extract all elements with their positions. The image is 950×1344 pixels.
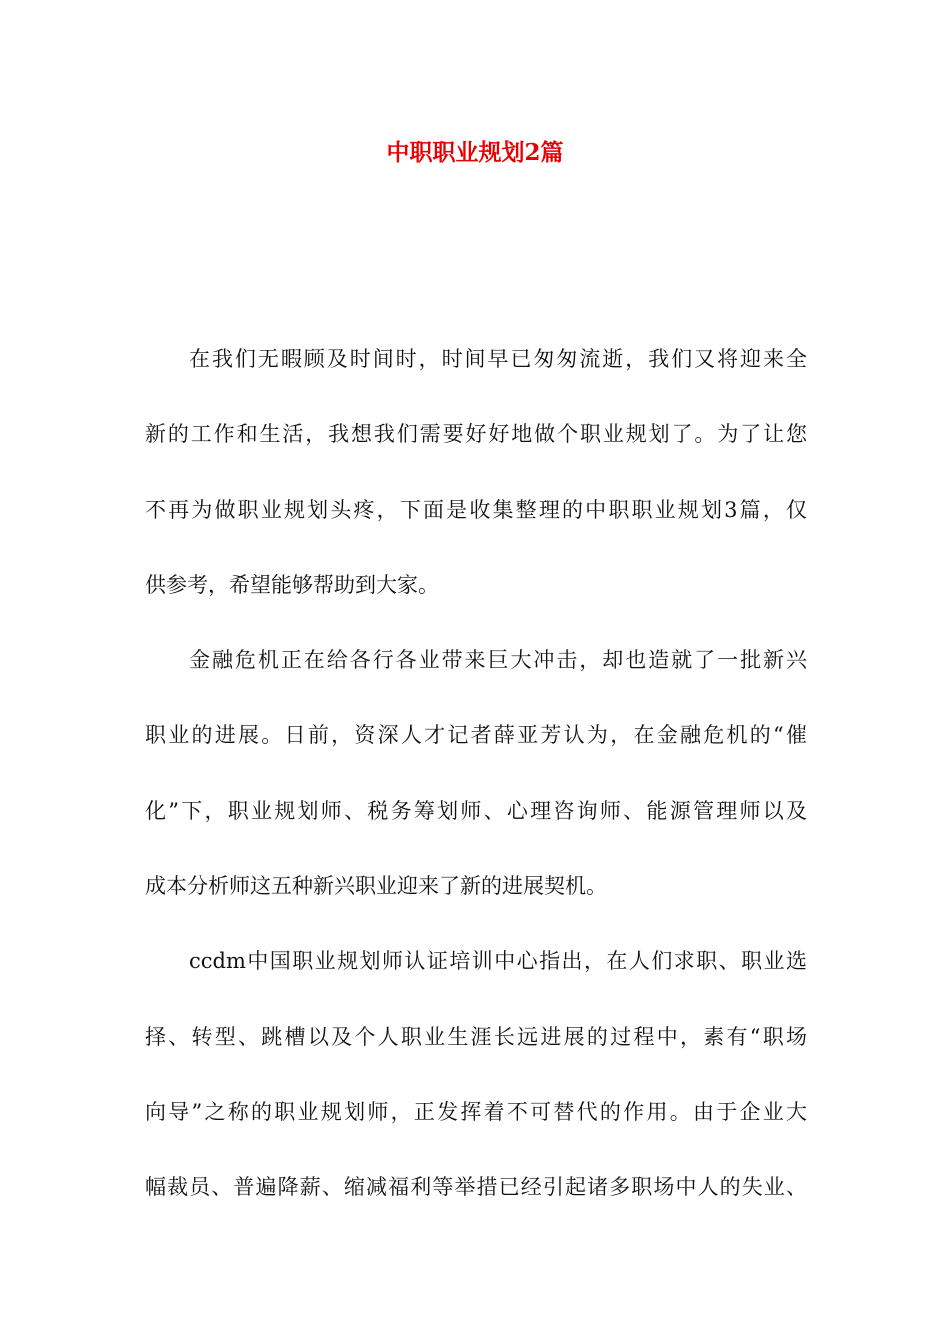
paragraph-1-line-2: 新的工作和生活，我想我们需要好好地做个职业规划了。为了让您 [145,422,807,447]
paragraph-1-line-3: 不再为做职业规划头疼，下面是收集整理的中职职业规划3篇，仅 [145,497,807,522]
paragraph-3-line-2: 择、转型、跳槽以及个人职业生涯长远进展的过程中，素有“职场 [145,1024,807,1049]
paragraph-3-line-1: ccdm中国职业规划师认证培训中心指出，在人们求职、职业选 [189,949,807,974]
paragraph-3-line-3: 向导”之称的职业规划师，正发挥着不可替代的作用。由于企业大 [145,1099,807,1124]
paragraph-3-line-4: 幅裁员、普遍降薪、缩减福利等举措已经引起诸多职场中人的失业、 [145,1175,807,1200]
paragraph-1-line-1: 在我们无暇顾及时间时，时间早已匆匆流逝，我们又将迎来全 [189,347,807,371]
document-body [145,322,807,1226]
paragraph-2-line-1: 金融危机正在给各行各业带来巨大冲击，却也造就了一批新兴 [189,648,807,673]
document-title: 中职职业规划2篇 [386,139,564,166]
paragraph-2-line-4: 成本分析师这五种新兴职业迎来了新的进展契机。 [145,874,607,899]
paragraph-1-line-4: 供参考，希望能够帮助到大家。 [145,572,439,597]
paragraph-2-line-3: 化”下，职业规划师、税务筹划师、心理咨询师、能源管理师以及 [145,798,807,823]
paragraph-2-line-2: 职业的进展。日前，资深人才记者薛亚芳认为，在金融危机的“催 [145,723,807,748]
